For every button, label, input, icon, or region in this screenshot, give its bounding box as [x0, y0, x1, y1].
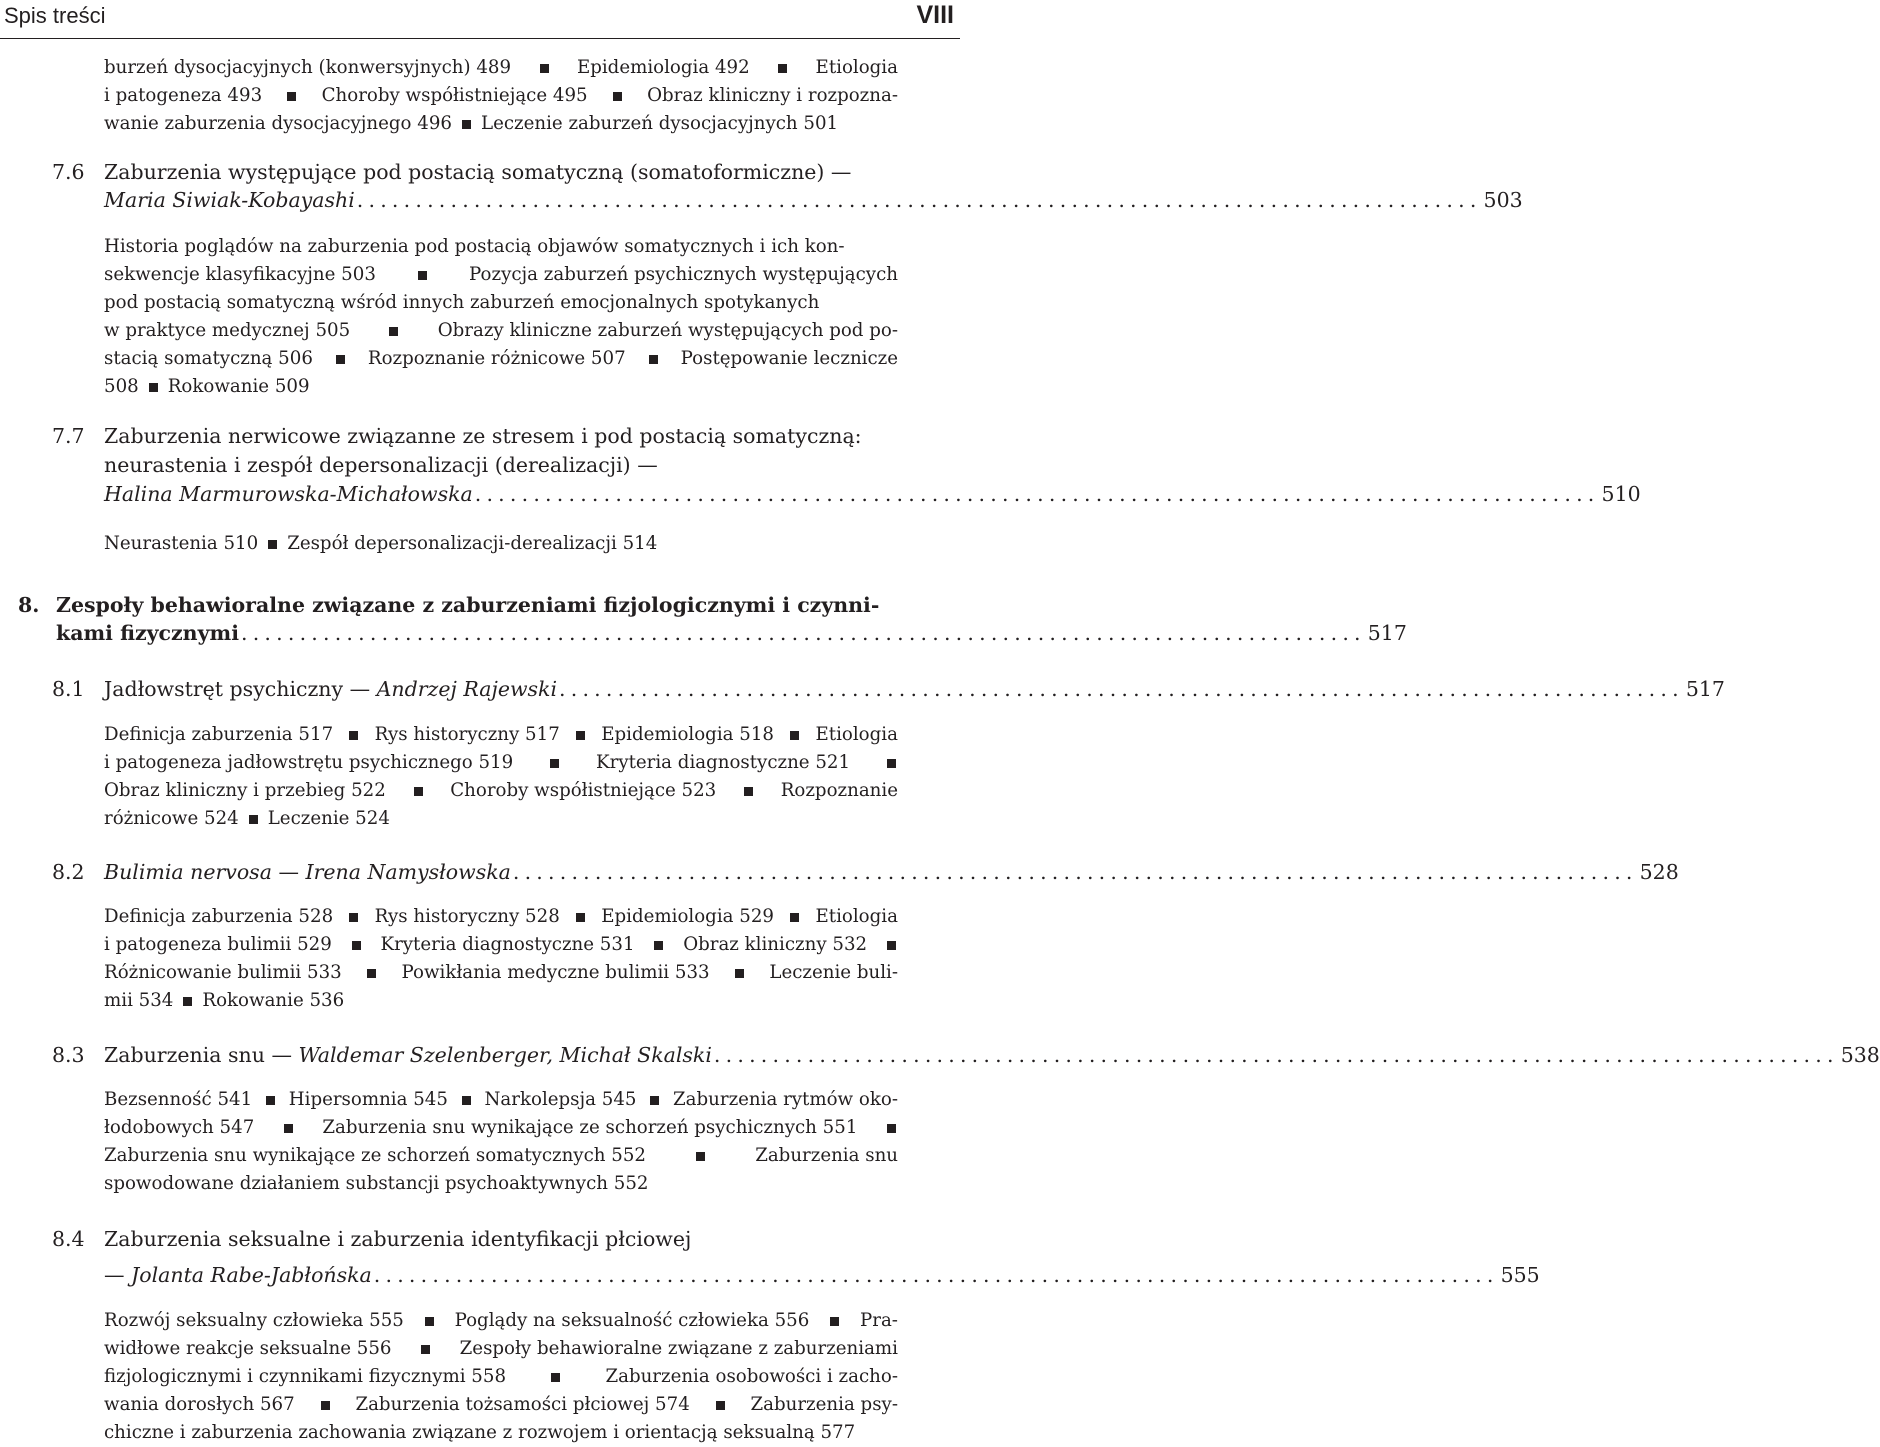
- toc-subentry-line: [104, 373, 898, 401]
- toc-subentry-line: [104, 1142, 898, 1170]
- square-bullet-icon: [414, 787, 423, 796]
- toc-subentry[interactable]: i patogeneza bulimii 529: [104, 934, 332, 955]
- square-bullet-icon: [790, 913, 799, 922]
- entry-page: 517: [1367, 621, 1407, 645]
- leader-dots: ................................................................................................: [512, 860, 1638, 884]
- toc-subentry[interactable]: Rozpoznanie: [780, 780, 898, 801]
- toc-subentry[interactable]: Neurastenia 510: [104, 533, 259, 554]
- toc-subentry-line: [104, 959, 898, 987]
- toc-subentries: [104, 903, 898, 1015]
- toc-subentry[interactable]: Leczenie 524: [267, 808, 390, 829]
- toc-subentry[interactable]: Historia poglądów na zaburzenia pod postacią objawów somatycznych i ich kon-: [104, 236, 845, 257]
- toc-entry-line[interactable]: [56, 621, 1407, 651]
- section-number: 7.6: [52, 160, 85, 184]
- toc-subentry-line: [104, 1419, 898, 1447]
- toc-subentry[interactable]: Choroby współistniejące 495: [321, 85, 588, 106]
- page-number: VIII: [916, 1, 954, 29]
- toc-subentry-line: [104, 931, 898, 959]
- toc-subentry[interactable]: Definicja zaburzenia 517: [104, 724, 334, 745]
- toc-subentry[interactable]: Rys historyczny 528: [374, 906, 560, 927]
- toc-subentry[interactable]: spowodowane działaniem substancji psychoaktywnych 552: [104, 1173, 649, 1194]
- toc-subentries: [104, 721, 898, 833]
- leader-dots: ................................................................................................: [373, 1263, 1499, 1287]
- square-bullet-icon: [287, 92, 296, 101]
- square-bullet-icon: [550, 759, 559, 768]
- toc-subentry-line: [104, 317, 898, 345]
- square-bullet-icon: [649, 355, 658, 364]
- entry-page: 503: [1483, 188, 1523, 212]
- toc-subentry[interactable]: sekwencje klasyfikacyjne 503: [104, 264, 376, 285]
- square-bullet-icon: [462, 120, 471, 129]
- square-bullet-icon: [650, 1096, 659, 1105]
- section-author: Maria Siwiak-Kobayashi: [104, 188, 355, 212]
- entry-page: 555: [1500, 1263, 1540, 1287]
- toc-subentry[interactable]: Pozycja zaburzeń psychicznych występujących: [469, 264, 898, 285]
- toc-subentry-line: [104, 261, 898, 289]
- toc-subentry[interactable]: wanie zaburzenia dysocjacyjnego 496: [104, 113, 452, 134]
- square-bullet-icon: [421, 1345, 430, 1354]
- toc-subentry-line: [104, 721, 898, 749]
- em-dash: —: [104, 1263, 125, 1287]
- toc-subentry[interactable]: Kryteria diagnostyczne 531: [380, 934, 635, 955]
- toc-subentry[interactable]: Hipersomnia 545: [288, 1089, 448, 1110]
- toc-entry-line[interactable]: [104, 860, 1679, 890]
- toc-subentry-line: [104, 749, 898, 777]
- toc-subentries: [104, 54, 898, 138]
- toc-subentry-line: [104, 233, 898, 261]
- square-bullet-icon: [887, 941, 896, 950]
- square-bullet-icon: [654, 941, 663, 950]
- toc-subentries: [104, 233, 898, 401]
- square-bullet-icon: [887, 1124, 896, 1133]
- toc-subentry[interactable]: stacią somatyczną 506: [104, 348, 313, 369]
- entry-page: 517: [1685, 677, 1725, 701]
- square-bullet-icon: [349, 731, 358, 740]
- toc-entry-line[interactable]: [104, 482, 1641, 512]
- toc-subentry[interactable]: Bezsenność 541: [104, 1089, 253, 1110]
- toc-subentries: [104, 1086, 898, 1198]
- square-bullet-icon: [887, 759, 896, 768]
- toc-subentry[interactable]: chiczne i zaburzenia zachowania związane z rozwojem i orientacją seksualną 577: [104, 1422, 856, 1443]
- entry-page: 538: [1840, 1043, 1880, 1067]
- square-bullet-icon: [389, 327, 398, 336]
- chapter-number: 8.: [18, 593, 40, 617]
- toc-subentry[interactable]: Zaburzenia psy-: [750, 1394, 898, 1415]
- square-bullet-icon: [266, 1096, 275, 1105]
- toc-subentry[interactable]: Zaburzenia tożsamości płciowej 574: [355, 1394, 690, 1415]
- toc-subentry[interactable]: Obraz kliniczny 532: [683, 934, 868, 955]
- square-bullet-icon: [696, 1152, 705, 1161]
- section-author: Irena Namysłowska: [305, 860, 511, 884]
- toc-subentry-line: [104, 289, 898, 317]
- toc-subentry[interactable]: różnicowe 524: [104, 808, 239, 829]
- toc-subentry-line: [104, 987, 898, 1015]
- square-bullet-icon: [249, 815, 258, 824]
- toc-subentry-line: [104, 1335, 898, 1363]
- em-dash: —: [278, 860, 299, 884]
- square-bullet-icon: [367, 969, 376, 978]
- square-bullet-icon: [790, 731, 799, 740]
- leader-dots: ................................................................................................: [356, 188, 1482, 212]
- toc-subentry[interactable]: Zaburzenia snu: [755, 1145, 898, 1166]
- section-number: 8.3: [52, 1043, 85, 1067]
- toc-subentry[interactable]: Postępowanie lecznicze: [680, 348, 898, 369]
- toc-subentry-line: [104, 1363, 898, 1391]
- entry-page: 510: [1601, 482, 1641, 506]
- square-bullet-icon: [716, 1401, 725, 1410]
- section-number: 8.2: [52, 860, 85, 884]
- section-title[interactable]: Zaburzenia seksualne i zaburzenia identyfikacji płciowej: [104, 1227, 692, 1251]
- section-title: Jadłowstręt psychiczny —: [104, 677, 371, 701]
- toc-subentry-line: [104, 1307, 898, 1335]
- section-title[interactable]: Zaburzenia występujące pod postacią somatyczną (somatoformiczne) —: [104, 160, 852, 184]
- leader-dots: ................................................................................................: [474, 482, 1600, 506]
- square-bullet-icon: [576, 913, 585, 922]
- toc-subentry[interactable]: Obraz kliniczny i przebieg 522: [104, 780, 386, 801]
- toc-subentry[interactable]: Rokowanie 536: [202, 990, 345, 1011]
- chapter-title-cont: kami fizycznymi: [56, 621, 239, 645]
- toc-subentry-line: [104, 1114, 898, 1142]
- toc-subentry-line: [104, 903, 898, 931]
- toc-entry-line[interactable]: [104, 1043, 1880, 1073]
- toc-entry-line[interactable]: [104, 188, 1523, 218]
- toc-subentry[interactable]: Powikłania medyczne bulimii 533: [401, 962, 710, 983]
- section-title: Bulimia nervosa: [104, 860, 272, 884]
- toc-subentry-line: [104, 1170, 898, 1198]
- toc-subentry[interactable]: widłowe reakcje seksualne 556: [104, 1338, 392, 1359]
- toc-subentry[interactable]: Obrazy kliniczne zaburzeń występujących pod po-: [437, 320, 898, 341]
- toc-subentry[interactable]: Narkolepsja 545: [484, 1089, 637, 1110]
- section-number: 8.4: [52, 1227, 85, 1251]
- toc-subentry[interactable]: burzeń dysocjacyjnych (konwersyjnych) 489: [104, 57, 512, 78]
- toc-subentry[interactable]: w praktyce medycznej 505: [104, 320, 351, 341]
- toc-subentry[interactable]: Różnicowanie bulimii 533: [104, 962, 342, 983]
- toc-subentry[interactable]: Definicja zaburzenia 528: [104, 906, 334, 927]
- section-number: 8.1: [52, 677, 85, 701]
- section-title[interactable]: Zaburzenia nerwicowe związanne ze stresem i pod postacią somatyczną:: [104, 424, 862, 448]
- toc-subentry-line: [104, 777, 898, 805]
- toc-subentry-line: [104, 110, 898, 138]
- toc-entry-line[interactable]: [104, 677, 1725, 707]
- square-bullet-icon: [576, 731, 585, 740]
- toc-subentry[interactable]: Epidemiologia 518: [601, 724, 774, 745]
- leader-dots: ................................................................................................: [559, 677, 1684, 701]
- section-author: Waldemar Szelenberger, Michał Skalski: [298, 1043, 712, 1067]
- toc-subentry[interactable]: Epidemiologia 492: [576, 57, 750, 78]
- toc-subentry[interactable]: i patogeneza jadłowstrętu psychicznego 519: [104, 752, 514, 773]
- toc-subentry[interactable]: Rozpoznanie różnicowe 507: [367, 348, 626, 369]
- toc-subentries: [104, 530, 898, 558]
- toc-subentry[interactable]: fizjologicznymi i czynnikami fizycznymi 558: [104, 1366, 507, 1387]
- toc-subentry-line: [104, 1086, 898, 1114]
- toc-subentry[interactable]: Zespół depersonalizacji-derealizacji 514: [287, 533, 658, 554]
- entry-page: 528: [1639, 860, 1679, 884]
- toc-subentry[interactable]: Leczenie buli-: [769, 962, 898, 983]
- square-bullet-icon: [418, 271, 427, 280]
- toc-subentry[interactable]: Rys historyczny 517: [374, 724, 560, 745]
- square-bullet-icon: [551, 1373, 560, 1382]
- section-author: Jolanta Rabe-Jabłońska: [131, 1263, 372, 1287]
- toc-subentry[interactable]: łodobowych 547: [104, 1117, 255, 1138]
- toc-subentry[interactable]: mii 534: [104, 990, 174, 1011]
- toc-subentry[interactable]: Obraz kliniczny i rozpozna-: [647, 85, 898, 106]
- toc-subentry[interactable]: wania dorosłych 567: [104, 1394, 295, 1415]
- toc-subentry[interactable]: Poglądy na seksualność człowieka 556: [454, 1310, 810, 1331]
- toc-subentry[interactable]: Rozwój seksualny człowieka 555: [104, 1310, 404, 1331]
- square-bullet-icon: [830, 1317, 839, 1326]
- square-bullet-icon: [352, 941, 361, 950]
- toc-subentry-line: [104, 82, 898, 110]
- toc-subentry[interactable]: 508: [104, 376, 139, 397]
- square-bullet-icon: [613, 92, 622, 101]
- toc-subentry-line: [104, 54, 898, 82]
- square-bullet-icon: [735, 969, 744, 978]
- square-bullet-icon: [425, 1317, 434, 1326]
- toc-subentry[interactable]: pod postacią somatyczną wśród innych zaburzeń emocjonalnych spotykanych: [104, 292, 820, 313]
- section-author: Halina Marmurowska-Michałowska: [104, 482, 473, 506]
- toc-subentry[interactable]: Etiologia: [815, 724, 898, 745]
- square-bullet-icon: [744, 787, 753, 796]
- toc-subentry[interactable]: Zaburzenia snu wynikające ze schorzeń psychicznych 551: [322, 1117, 858, 1138]
- running-title: Spis treści: [4, 3, 106, 28]
- toc-subentry[interactable]: i patogeneza 493: [104, 85, 263, 106]
- toc-subentry[interactable]: Pra-: [860, 1310, 898, 1331]
- toc-subentry[interactable]: Etiologia: [815, 57, 898, 78]
- square-bullet-icon: [284, 1124, 293, 1133]
- toc-subentry[interactable]: Kryteria diagnostyczne 521: [596, 752, 851, 773]
- toc-subentry[interactable]: Zaburzenia osobowości i zacho-: [605, 1366, 898, 1387]
- toc-subentry-line: [104, 805, 898, 833]
- section-number: 7.7: [52, 424, 85, 448]
- square-bullet-icon: [462, 1096, 471, 1105]
- square-bullet-icon: [183, 997, 192, 1006]
- square-bullet-icon: [349, 913, 358, 922]
- leader-dots: ................................................................................................: [240, 621, 1366, 645]
- square-bullet-icon: [149, 383, 158, 392]
- square-bullet-icon: [321, 1401, 330, 1410]
- toc-subentry[interactable]: Epidemiologia 529: [601, 906, 774, 927]
- section-author: Andrzej Rajewski: [376, 677, 558, 701]
- page-header: [0, 0, 960, 39]
- section-title-cont[interactable]: neurastenia i zespół depersonalizacji (derealizacji) —: [104, 453, 658, 477]
- square-bullet-icon: [778, 64, 787, 73]
- toc-subentry[interactable]: Rokowanie 509: [167, 376, 310, 397]
- toc-subentry[interactable]: Zespoły behawioralne związane z zaburzeniami: [459, 1338, 898, 1359]
- toc-subentries: [104, 1307, 898, 1447]
- square-bullet-icon: [336, 355, 345, 364]
- toc-subentry-line: [104, 345, 898, 373]
- section-title: Zaburzenia snu —: [104, 1043, 292, 1067]
- toc-subentry[interactable]: Etiologia: [815, 906, 898, 927]
- toc-subentry[interactable]: Leczenie zaburzeń dysocjacyjnych 501: [481, 113, 839, 134]
- square-bullet-icon: [540, 64, 549, 73]
- toc-entry-line[interactable]: [104, 1263, 1540, 1293]
- toc-subentry-line: [104, 1391, 898, 1419]
- leader-dots: ................................................................................................: [713, 1043, 1839, 1067]
- square-bullet-icon: [268, 540, 277, 549]
- chapter-title[interactable]: Zespoły behawioralne związane z zaburzeniami fizjologicznymi i czynni-: [56, 593, 880, 617]
- toc-subentry-line: [104, 530, 898, 558]
- toc-subentry[interactable]: Zaburzenia snu wynikające ze schorzeń somatycznych 552: [104, 1145, 646, 1166]
- toc-subentry[interactable]: Choroby współistniejące 523: [450, 780, 717, 801]
- toc-subentry[interactable]: Zaburzenia rytmów oko-: [673, 1089, 898, 1110]
